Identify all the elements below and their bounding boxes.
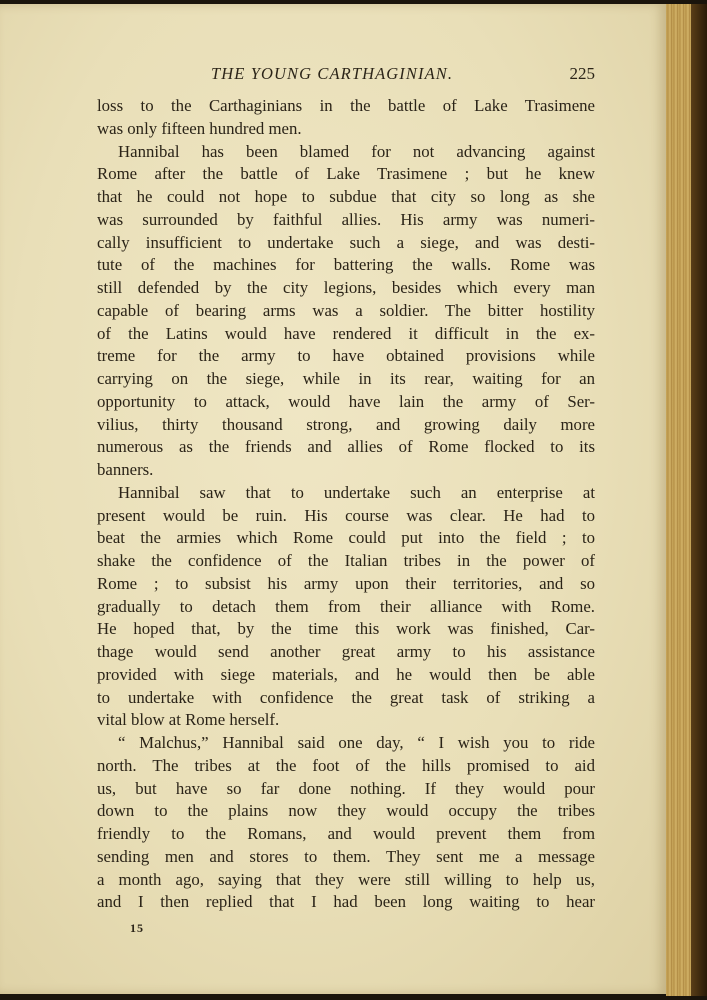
text-line: “ Malchus,” Hannibal said one day, “ I wish you to ride (118, 733, 595, 752)
text-line: down to the plains now they would occupy the tribes (97, 801, 595, 821)
text-line: Rome ; to subsist his army upon their territories, and so (97, 573, 595, 593)
text-line: treme for the army to have obtained provisions while (97, 346, 595, 366)
text-line: Hannibal saw that to undertake such an enterprise at (118, 482, 595, 502)
text-line: provided with siege materials, and he would then be able (97, 664, 595, 684)
text-line: and I then replied that I had been long waiting to hear (97, 892, 595, 912)
text-line: of the Latins would have rendered it difficult in the ex- (97, 323, 595, 343)
text-line: north. The tribes at the foot of the hills promised to aid (97, 755, 595, 775)
text-line: numerous as the friends and allies of Rome flocked to its (97, 437, 595, 457)
text-line: to undertake with confidence the great task of striking a (97, 687, 595, 707)
text-line: vital blow at Rome herself. (97, 710, 280, 730)
text-line: banners. (97, 460, 154, 479)
text-line: carrying on the siege, while in its rear, waiting for an (97, 369, 595, 388)
text-line: cally insufficient to undertake such a siege, and was desti- (97, 232, 595, 252)
text-line: Hannibal has been blamed for not advancing against (118, 141, 595, 161)
text-line: friendly to the Romans, and would prevent them from (97, 824, 595, 843)
book-page (0, 4, 666, 994)
text-line: tute of the machines for battering the walls. Rome was (97, 255, 595, 275)
text-line: loss to the Carthaginians in the battle of Lake Trasimene (97, 96, 595, 115)
page-edge (666, 4, 707, 996)
text-line: still defended by the city legions, besides which every man (97, 278, 595, 297)
book-spine-shadow (691, 4, 707, 996)
text-line: opportunity to attack, would have lain the army of Ser- (97, 391, 595, 411)
text-line: us, but have so far done nothing. If they would pour (97, 778, 595, 798)
text-line: was only fifteen hundred men. (97, 118, 302, 138)
text-line: that he could not hope to subdue that city so long as she (97, 187, 595, 206)
text-line: Rome after the battle of Lake Trasimene ; but he knew (97, 164, 595, 184)
text-line: a month ago, saying that they were still willing to help us, (97, 869, 595, 889)
body-text (97, 95, 595, 914)
text-line: was surrounded by faithful allies. His army was numeri- (97, 209, 595, 229)
text-line: thage would send another great army to his assistance (97, 642, 595, 661)
text-line: capable of bearing arms was a soldier. The bitter hostility (97, 300, 595, 320)
text-line: gradually to detach them from their alliance with Rome. (97, 596, 595, 616)
page-number: 225 (569, 64, 595, 83)
text-line: beat the armies which Rome could put into the field ; to (97, 528, 595, 548)
signature-mark: 15 (130, 921, 144, 935)
text-line: present would be ruin. His course was clear. He had to (97, 505, 595, 525)
running-title: THE YOUNG CARTHAGINIAN. (211, 64, 454, 83)
text-line: vilius, thirty thousand strong, and growing daily more (97, 414, 595, 434)
page-header (97, 64, 595, 86)
text-line: sending men and stores to them. They sent me a message (97, 846, 595, 866)
text-line: He hoped that, by the time this work was finished, Car- (97, 619, 595, 639)
text-line: shake the confidence of the Italian tribes in the power of (97, 551, 595, 570)
